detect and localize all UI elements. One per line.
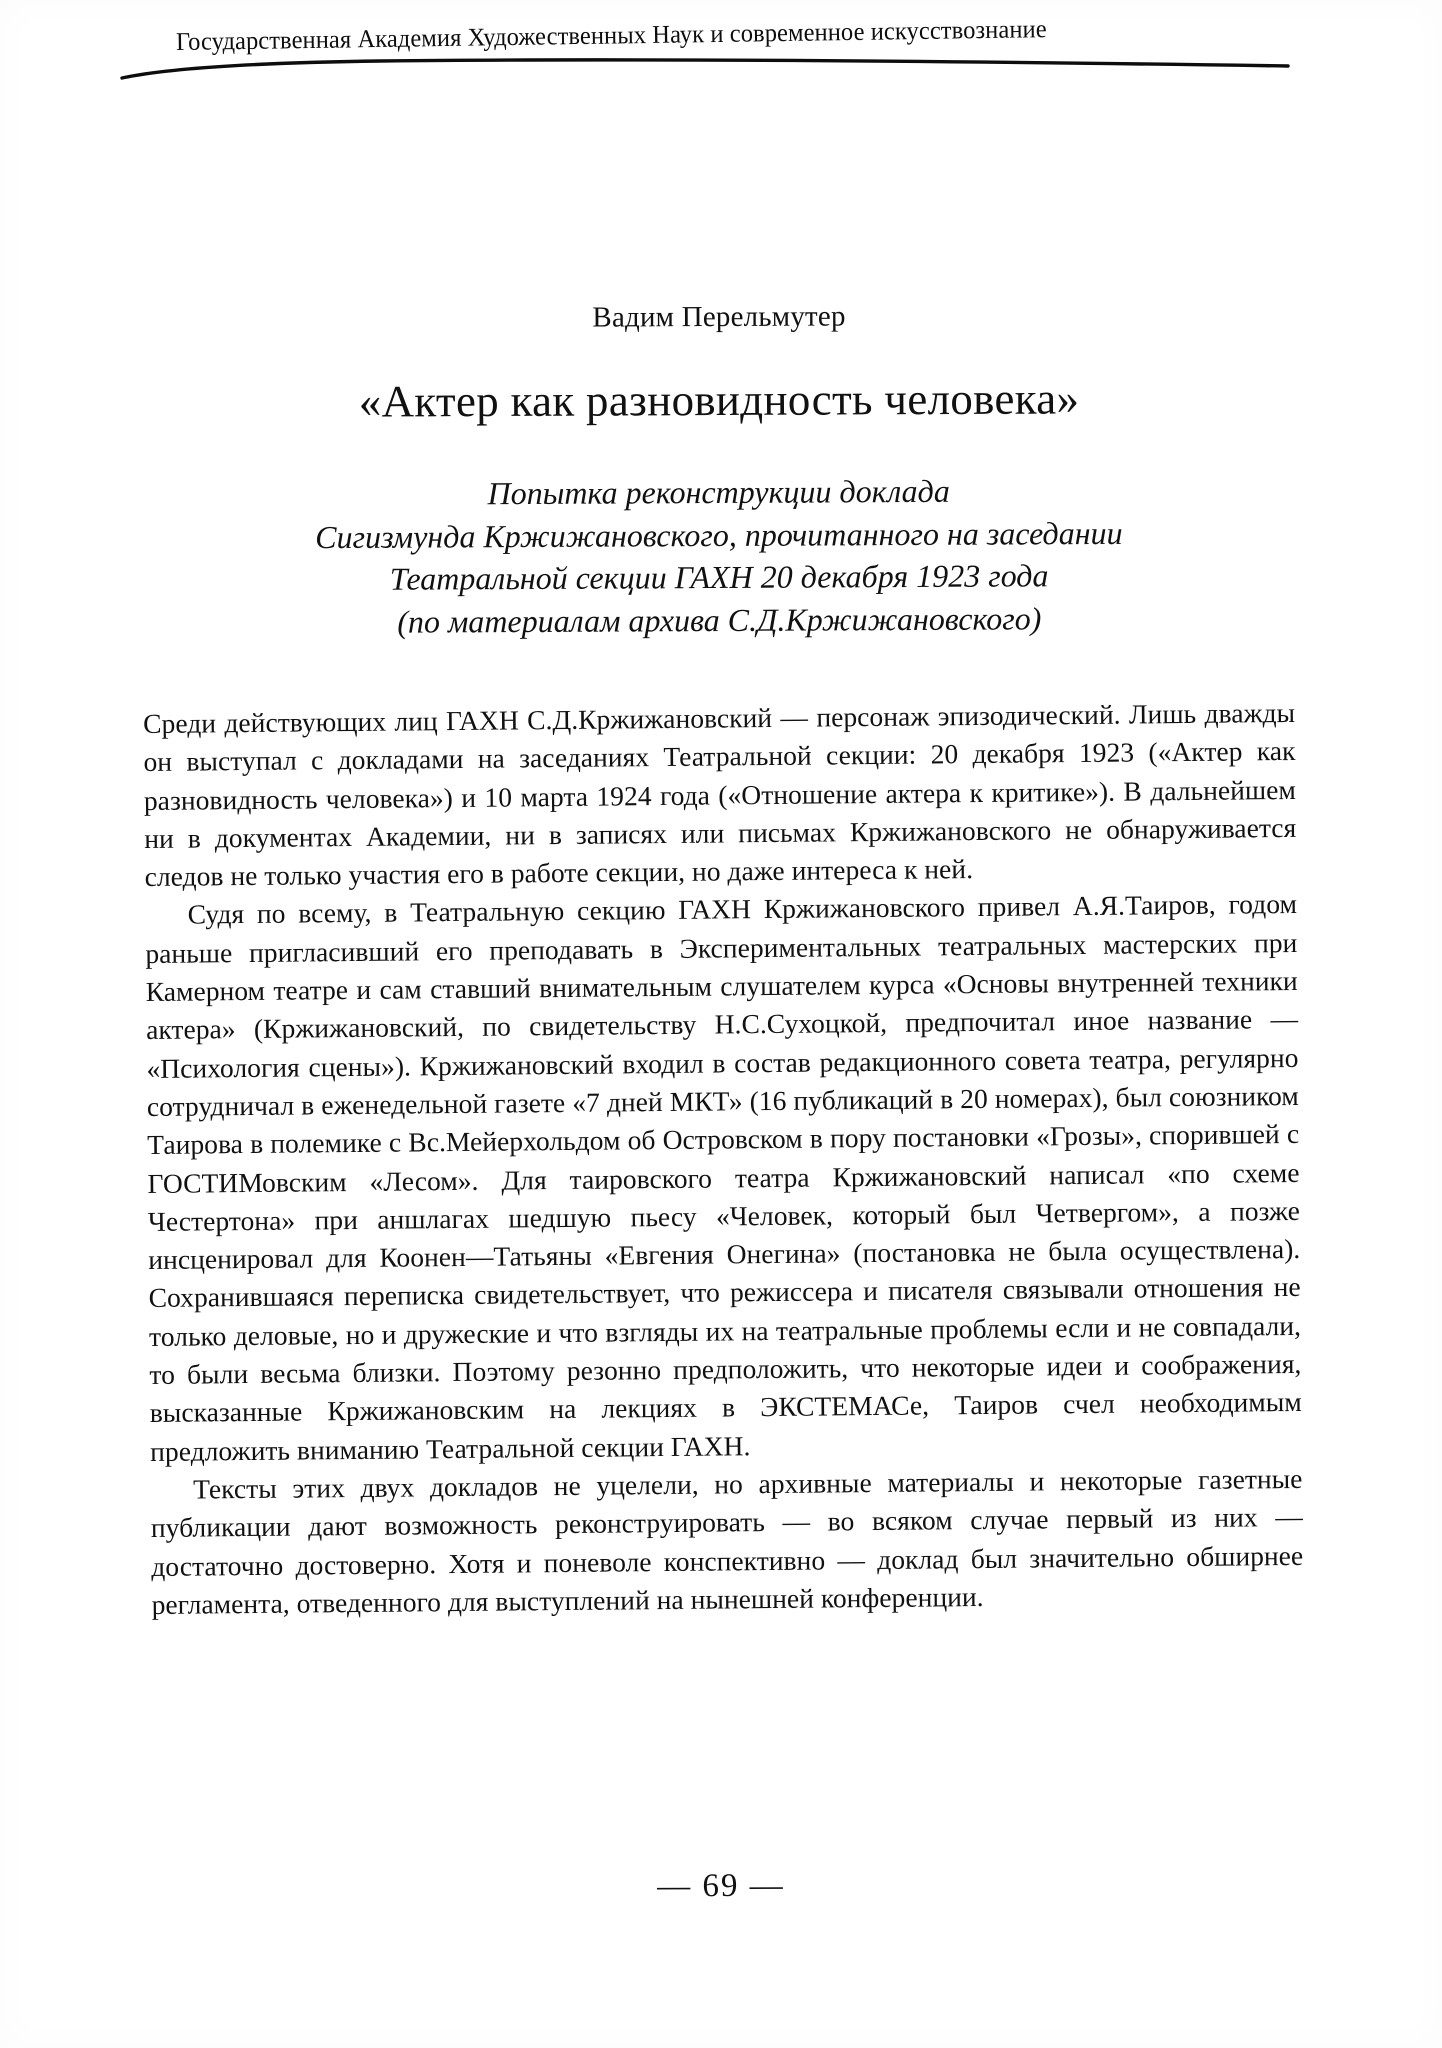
page-title: «Актер как разновидность человека»	[358, 373, 1080, 427]
body-paragraph: Судя по всему, в Театральную секцию ГАХН Кржижановского привел А.Я.Таиров, годом раньше пригласивший его преподавать в Экспериментальных театральных мастерских при Камерном театре и сам ставший внимательным слушателем курса «Основы внутренней техники актера» (Кржижановский, по свидетельству Н.С.Сухоцкой, предпочитал иное название — «Психология сцены»). Кржижановский входил в состав редакционного совета театра, регулярно сотрудничал в еженедельной газете «7 дней МКТ» (16 публикаций в 20 номерах), был союзником Таирова в полемике с Вс.Мейерхольдом об Островском в пору постановки «Грозы», спорившей с ГОСТИМовским «Лесом». Для таировского театра Кржижановский написал «по схеме Честертона» при аншлагах шедшую пьесу «Человек, который был Четвергом», а позже инсценировал для Коонен—Татьяны «Евгения Онегина» (постановка не была осуществлена). Сохранившаяся переписка свидетельствует, что режиссера и писателя связывали отношения не только деловые, но и дружеские и что взгляды их на театральные проблемы если и не совпадали, то были весьма близки. Поэтому резонно предположить, что некоторые идеи и соображения, высказанные Кржижановским на лекциях в ЭКСТЕМАСе, Таиров счел необходимым предложить вниманию Театральной секции ГАХН.	[145, 888, 1302, 1467]
subtitle-line: Театральной секции ГАХН 20 декабря 1923 года	[389, 556, 1049, 597]
body-text-column	[143, 694, 1304, 1624]
subtitle-line: Сигизмунда Кржижановского, прочитанного на заседании	[315, 513, 1123, 555]
page-number: — 69 —	[657, 1867, 785, 1905]
running-head-rule	[120, 58, 1290, 80]
body-paragraph: Тексты этих двух докладов не уцелели, но архивные материалы и некоторые газетные публикации дают возможность реконструировать — во всяком случае первый из них — достаточно достоверно. Хотя и поневоле конспективно — доклад был значительно обширнее регламента, отведенного для выступлений на нынешней конференции.	[150, 1462, 1304, 1620]
running-head-text: Государственная Академия Художественных Наук и современное искусствознание	[175, 14, 1047, 56]
running-head-area	[0, 0, 1442, 110]
subtitle-block	[143, 468, 1296, 644]
body-paragraph: Среди действующих лиц ГАХН С.Д.Кржижановский — персонаж эпизодический. Лишь дважды он выступал с докладами на заседаниях Театральной секции: 20 декабря 1923 («Актер как разновидность человека») и 10 марта 1924 года («Отношение актера к критике»). В дальнейшем ни в документах Академии, ни в записях или письмах Кржижановского не обнаруживается следов не только участия его в работе секции, но даже интереса к ней.	[143, 696, 1297, 893]
running-head	[176, 11, 1286, 57]
title-block	[143, 300, 1295, 641]
author-name: Вадим Перельмутер	[592, 300, 846, 334]
subtitle-line: (по материалам архива С.Д.Кржижановского)	[397, 599, 1042, 639]
subtitle-line: Попытка реконструкции доклада	[487, 472, 950, 511]
